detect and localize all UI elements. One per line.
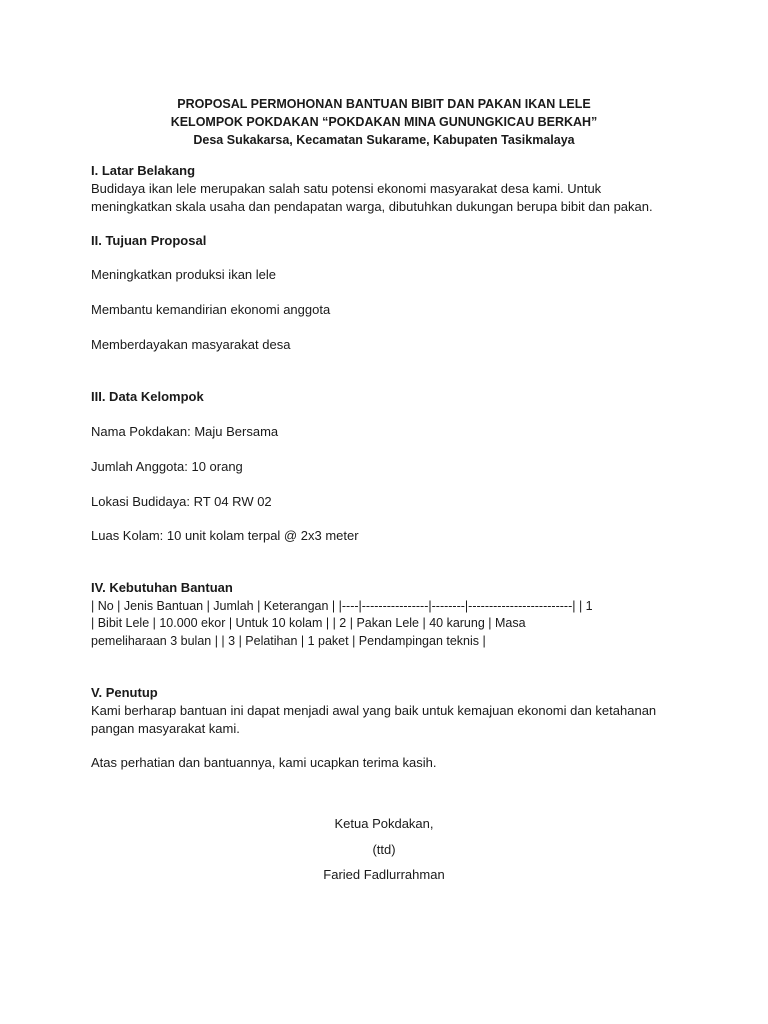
section-heading: V. Penutup: [91, 685, 158, 700]
list-item: Luas Kolam: 10 unit kolam terpal @ 2x3 meter: [91, 528, 359, 543]
closing-thanks: Atas perhatian dan bantuannya, kami ucapkan terima kasih.: [91, 755, 437, 770]
signature-mark: (ttd): [372, 842, 396, 857]
section-paragraph: Kami berharap bantuan ini dapat menjadi awal yang baik untuk kemajuan ekonomi dan ketahanan pangan masyarakat kami.: [91, 703, 657, 736]
signature-role: Ketua Pokdakan,: [334, 816, 434, 831]
title-line-2: KELOMPOK POKDAKAN “POKDAKAN MINA GUNUNGKICAU BERKAH”: [170, 115, 598, 129]
list-item: Membantu kemandirian ekonomi anggota: [91, 302, 331, 317]
list-item: Memberdayakan masyarakat desa: [91, 337, 291, 352]
title-line-1: PROPOSAL PERMOHONAN BANTUAN BIBIT DAN PAKAN IKAN LELE: [177, 97, 591, 111]
signature-name: Faried Fadlurrahman: [323, 867, 445, 882]
table-text-line-1: | No | Jenis Bantuan | Jumlah | Keterangan | |----|----------------|--------|-------------------------| | 1: [91, 599, 593, 613]
list-item: Nama Pokdakan: Maju Bersama: [91, 424, 279, 439]
section-paragraph: Budidaya ikan lele merupakan salah satu potensi ekonomi masyarakat desa kami. Untuk meningkatkan skala usaha dan pendapatan warga, dibutuhkan dukungan berupa bibit dan pakan.: [91, 181, 653, 214]
section-heading-kebutuhan: IV. Kebutuhan Bantuan: [91, 580, 233, 595]
section-latar-belakang: [91, 162, 681, 216]
title-line-3: Desa Sukakarsa, Kecamatan Sukarame, Kabupaten Tasikmalaya: [193, 133, 575, 147]
table-text-line-2: | Bibit Lele | 10.000 ekor | Untuk 10 kolam | | 2 | Pakan Lele | 40 karung | Masa: [91, 616, 526, 630]
section-heading-data-kelompok: III. Data Kelompok: [91, 389, 204, 404]
list-item: Meningkatkan produksi ikan lele: [91, 267, 276, 282]
section-penutup: [91, 684, 681, 738]
table-text-line-3: pemeliharaan 3 bulan | | 3 | Pelatihan | 1 paket | Pendampingan teknis |: [91, 634, 486, 648]
list-item: Lokasi Budidaya: RT 04 RW 02: [91, 494, 272, 509]
document-title: [0, 95, 768, 149]
section-heading-tujuan: II. Tujuan Proposal: [91, 233, 207, 248]
list-item: Jumlah Anggota: 10 orang: [91, 459, 243, 474]
section-heading: I. Latar Belakang: [91, 163, 196, 178]
